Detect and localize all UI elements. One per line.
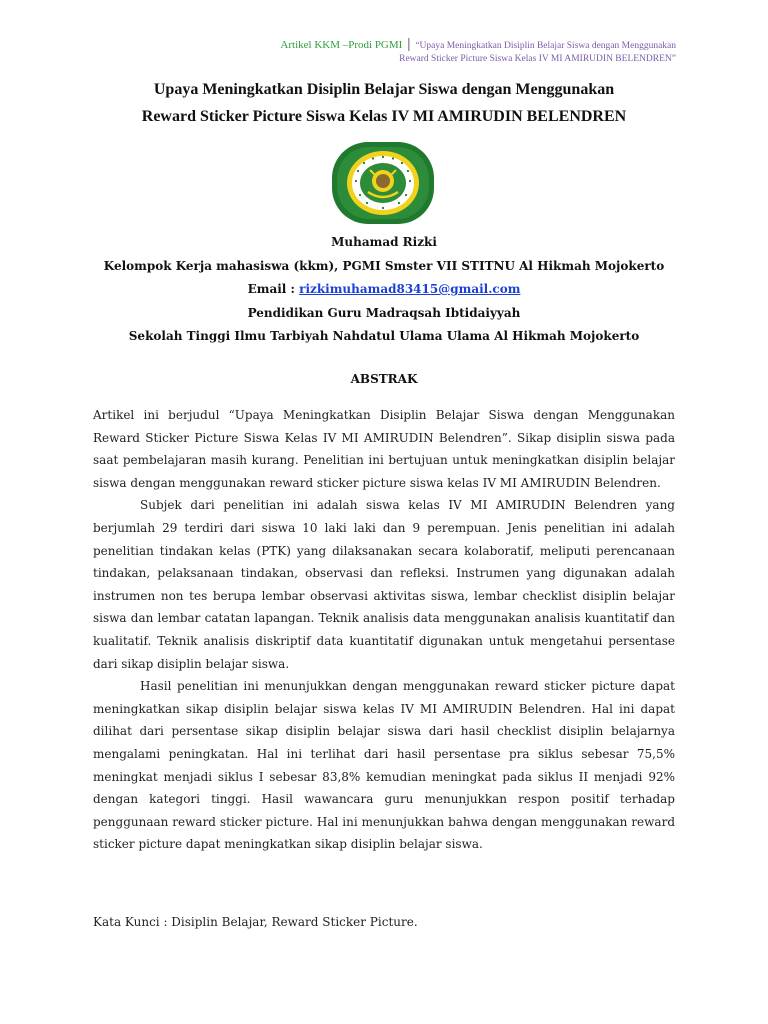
email-label: Email : xyxy=(247,282,300,296)
abstract-paragraph-3: Hasil penelitian ini menunjukkan dengan menggunakan reward sticker picture dapat meningkatkan sikap disiplin belajar siswa kelas IV MI AMIRUDIN Belendren. Hal ini dapat dilihat dari persentase sikap disiplin belajar siswa dari hasil checklist disiplin belajarnya mengalami peningkatan. Hal ini terlihat dari hasil persentase pra siklus sebesar 75,5% meningkat menjadi siklus I sebesar 83,8% kemudian meningkat pada siklus II menjadi 92% dengan kategori tinggi. Hasil wawancara guru menunjukkan respon positif terhadap penggunaan reward sticker picture. Hal ini menunjukkan bahwa dengan menggunakan reward sticker picture dapat meningkatkan sikap disiplin belajar siswa. xyxy=(93,679,675,852)
running-header-title-line1: “Upaya Meningkatkan Disiplin Belajar Siswa dengan Menggunakan xyxy=(415,41,676,51)
email-link[interactable]: rizkimuhamad83415@gmail.com xyxy=(299,282,521,296)
author-block xyxy=(0,231,768,349)
paper-title xyxy=(0,76,768,130)
abstract-paragraph-1: Artikel ini berjudul “Upaya Meningkatkan Disiplin Belajar Siswa dengan Menggunakan Reward Sticker Picture Siswa Kelas IV MI AMIRUDIN Belendren”. Sikap disiplin siswa pada saat pembelajaran masih kurang. Penelitian ini bertujuan untuk meningkatkan disiplin belajar siswa dengan menggunakan reward sticker picture siswa kelas IV MI AMIRUDIN Belendren. xyxy=(93,408,675,490)
running-header-separator: | xyxy=(407,36,411,52)
institution-seal-icon xyxy=(330,140,436,226)
running-header xyxy=(116,38,676,65)
paper-title-line1: Upaya Meningkatkan Disiplin Belajar Siswa dengan Menggunakan xyxy=(153,81,615,98)
author-affiliation-group: Kelompok Kerja mahasiswa (kkm), PGMI Smster VII STITNU Al Hikmah Mojokerto xyxy=(103,258,665,273)
abstract-paragraph-2: Subjek dari penelitian ini adalah siswa kelas IV MI AMIRUDIN Belendren yang berjumlah 29 terdiri dari siswa 10 laki laki dan 9 perempuan. Jenis penelitian ini adalah penelitian tindakan kelas (PTK) yang dilaksanakan secara kolaboratif, meliputi perencanaan tindakan, pelaksanaan tindakan, observasi dan refleksi. Instrumen yang digunakan adalah instrumen non tes berupa lembar observasi aktivitas siswa, lembar checklist disiplin belajar siswa dan lembar catatan lapangan. Teknik analisis data menggunakan analisis kuantitatif dan kualitatif. Teknik analisis diskriptif data kuantitatif digunakan untuk mengetahui persentase dari sikap disiplin belajar siswa. xyxy=(93,498,675,671)
author-institution: Sekolah Tinggi Ilmu Tarbiyah Nahdatul Ulama Ulama Al Hikmah Mojokerto xyxy=(128,329,640,343)
author-program: Pendidikan Guru Madraqsah Ibtidaiyyah xyxy=(247,305,521,320)
author-email-line xyxy=(0,278,768,302)
running-header-title-line2: Reward Sticker Picture Siswa Kelas IV MI AMIRUDIN BELENDREN” xyxy=(399,54,676,64)
keywords: Kata Kunci : Disiplin Belajar, Reward Sticker Picture. xyxy=(93,915,418,929)
author-name: Muhamad Rizki xyxy=(331,235,437,249)
running-header-left: Artikel KKM –Prodi PGMI xyxy=(280,39,403,51)
abstract-heading: ABSTRAK xyxy=(350,372,418,386)
abstract-body xyxy=(93,404,675,856)
paper-title-line2: Reward Sticker Picture Siswa Kelas IV MI AMIRUDIN BELENDREN xyxy=(141,108,627,125)
